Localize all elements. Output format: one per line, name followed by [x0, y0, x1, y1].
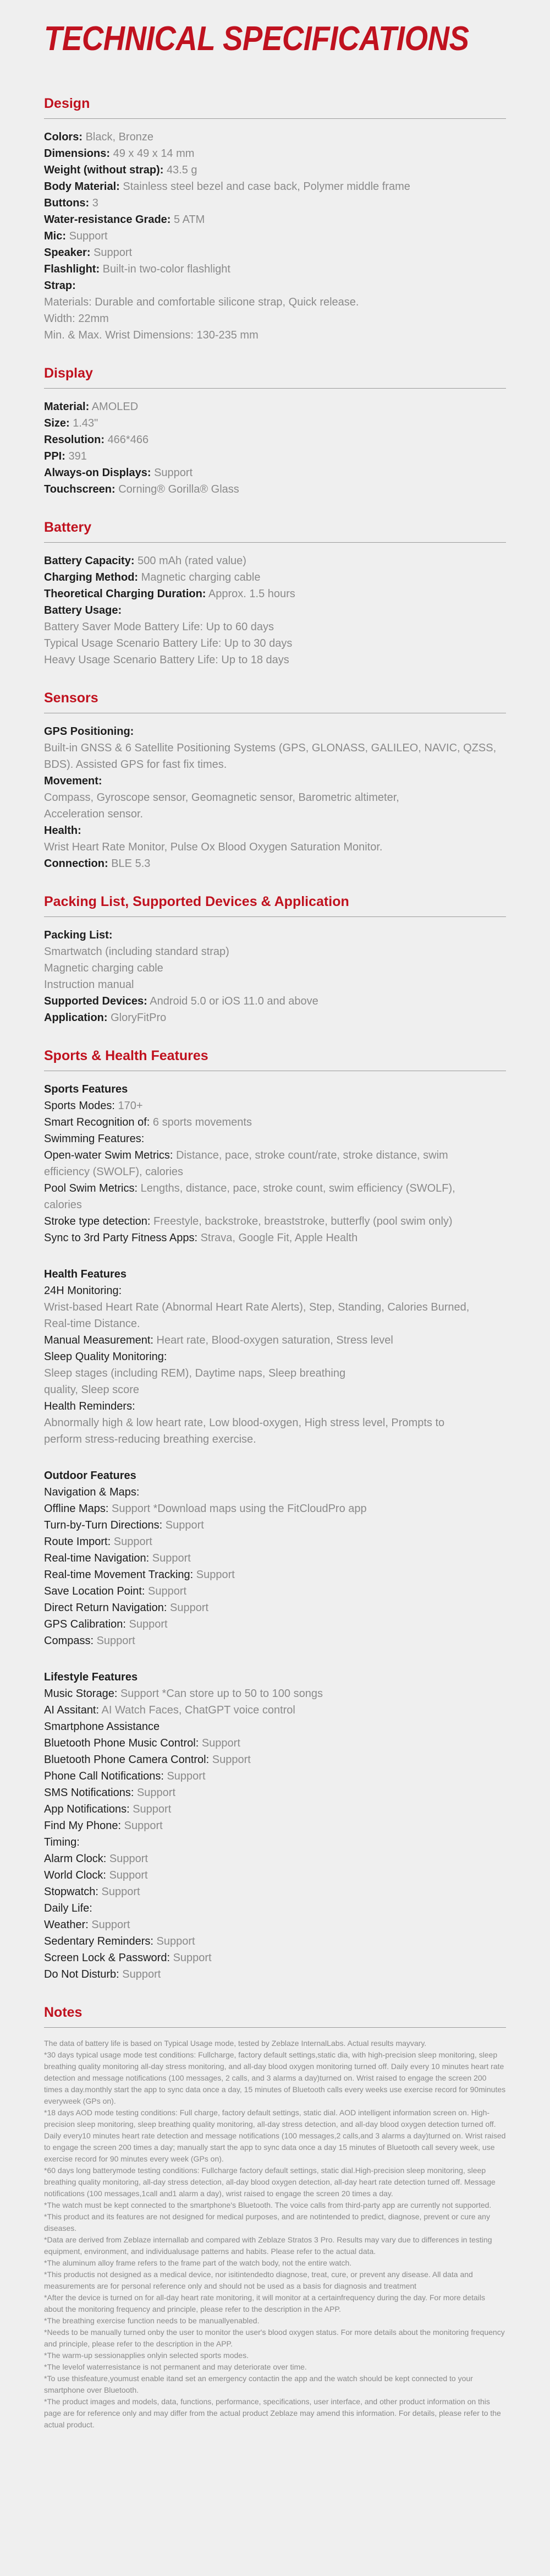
feature-key: Manual Measurement: — [44, 1334, 153, 1346]
feature-value: Sleep stages (including REM), Daytime naps, Sleep breathing — [44, 1367, 346, 1379]
feature-value: Support — [156, 1935, 195, 1947]
feature-key: Open-water Swim Metrics: — [44, 1149, 173, 1161]
movement-lines — [44, 789, 506, 822]
spec-key: Touchscreen: — [44, 483, 116, 495]
feature-value: Support — [91, 1919, 130, 1931]
note-paragraph: *This productis not designed as a medical device, nor isitintendedto diagnose, treat, cure, or prevent any disease. All data and measurements are for personal reference only and should not be used as a basis for diagnosis and treatment — [44, 2270, 473, 2290]
battery-section — [44, 520, 506, 668]
feature-key: Sleep Quality Monitoring: — [44, 1351, 167, 1363]
feature-line — [44, 1332, 506, 1349]
feature-key: App Notifications: — [44, 1803, 130, 1815]
feature-key: Do Not Disturb: — [44, 1968, 119, 1980]
spec-value: Magnetic charging cable — [141, 571, 261, 583]
gps-detail: Built-in GNSS & 6 Satellite Positioning Systems (GPS, GLONASS, GALILEO, NAVIC, QZSS, — [44, 742, 497, 754]
devices-row — [44, 993, 506, 1009]
feature-value: Support — [170, 1602, 209, 1614]
feature-value: AI Watch Faces, ChatGPT voice control — [101, 1704, 295, 1716]
feature-key: Save Location Point: — [44, 1585, 145, 1597]
battery-usage-detail: Heavy Usage Scenario Battery Life: Up to 18 days — [44, 654, 289, 666]
battery-spec-row — [44, 553, 506, 569]
spec-key: Charging Method: — [44, 571, 139, 583]
note-paragraph: *The product images and models, data, functions, performance, specifications, user interface, and other product information on this page are for reference only and may differ from the actual product Zeblaze may amend this information. For details, please refer to the actual product. — [44, 2397, 501, 2429]
feature-line — [44, 1633, 506, 1649]
feature-line — [44, 1230, 506, 1246]
feature-key: Music Storage: — [44, 1688, 118, 1700]
strap-detail: Materials: Durable and comfortable silicone strap, Quick release. — [44, 296, 359, 308]
spec-key: Water-resistance Grade: — [44, 214, 171, 226]
design-spec-row — [44, 162, 506, 178]
feature-value: Wrist-based Heart Rate (Abnormal Heart Rate Alerts), Step, Standing, Calories Burned, — [44, 1301, 470, 1313]
strap-lines — [44, 294, 506, 343]
feature-key: Daily Life: — [44, 1902, 92, 1914]
spec-value: 43.5 g — [166, 164, 197, 176]
feature-key: Pool Swim Metrics: — [44, 1182, 138, 1194]
feature-value: Support — [113, 1536, 152, 1548]
spec-value: 3 — [92, 197, 98, 209]
note-paragraph: *The aluminum alloy frame refers to the frame part of the watch body, not the entire watch. — [44, 2258, 352, 2267]
health-row — [44, 822, 506, 839]
sensors-section — [44, 690, 506, 872]
spec-value: AMOLED — [91, 401, 139, 413]
note-paragraph: *After the device is turned on for all-day heart rate monitoring, it will monitor at a certainfrequency during the day. For more details about the monitoring frequency and principle, please refer to the description in the APP. — [44, 2293, 486, 2313]
battery-rows — [44, 553, 506, 602]
feature-line — [44, 1583, 506, 1600]
feature-key: Smart Recognition of: — [44, 1116, 150, 1128]
feature-value: Heart rate, Blood-oxygen saturation, Stress level — [156, 1334, 393, 1346]
feature-value: Support — [167, 1770, 206, 1782]
movement-detail: Acceleration sensor. — [44, 808, 144, 820]
feature-line — [44, 1431, 506, 1448]
design-spec-row — [44, 211, 506, 228]
feature-value: Support — [109, 1853, 148, 1865]
design-spec-row — [44, 244, 506, 261]
spec-value: Support — [94, 247, 133, 259]
spec-key: Size: — [44, 417, 70, 429]
feature-line — [44, 1768, 506, 1784]
feature-key: Sports Modes: — [44, 1100, 115, 1112]
feature-key: Real-time Movement Tracking: — [44, 1569, 194, 1581]
battery-spec-row — [44, 586, 506, 602]
movement-detail: Compass, Gyroscope sensor, Geomagnetic sensor, Barometric altimeter, — [44, 792, 399, 804]
spec-value: Approx. 1.5 hours — [208, 588, 295, 600]
devices-key: Supported Devices: — [44, 995, 147, 1007]
feature-line — [44, 1735, 506, 1751]
strap-detail: Min. & Max. Wrist Dimensions: 130-235 mm — [44, 329, 258, 341]
feature-value: perform stress-reducing breathing exercise. — [44, 1433, 256, 1445]
feature-key: Navigation & Maps: — [44, 1486, 140, 1498]
feature-value: Support — [124, 1820, 163, 1832]
packing-lines — [44, 943, 506, 993]
strap-row — [44, 277, 506, 294]
spec-key: Resolution: — [44, 434, 105, 446]
feature-line — [44, 1933, 506, 1950]
feature-key: Real-time Navigation: — [44, 1552, 150, 1564]
feature-key: GPS Calibration: — [44, 1618, 126, 1630]
feature-line — [44, 1685, 506, 1702]
feature-value: Support — [96, 1635, 135, 1647]
feature-value: Support — [165, 1519, 204, 1531]
feature-line — [44, 1415, 506, 1431]
sports-features-group — [44, 1081, 506, 1246]
feature-line — [44, 1567, 506, 1583]
movement-row — [44, 773, 506, 789]
feature-line — [44, 1282, 506, 1299]
spec-key: Always-on Displays: — [44, 467, 151, 479]
health-detail: Wrist Heart Rate Monitor, Pulse Ox Blood Oxygen Saturation Monitor. — [44, 841, 383, 853]
connection-key: Connection: — [44, 858, 108, 870]
feature-value: Freestyle, backstroke, breaststroke, butterfly (pool swim only) — [153, 1215, 453, 1227]
feature-value: Distance, pace, stroke count/rate, stroke distance, swim — [176, 1149, 448, 1161]
feature-line — [44, 1600, 506, 1616]
feature-line — [44, 1702, 506, 1718]
feature-line — [44, 1500, 506, 1517]
feature-key: Weather: — [44, 1919, 89, 1931]
feature-key: SMS Notifications: — [44, 1787, 134, 1799]
spec-key: Weight (without strap): — [44, 164, 164, 176]
display-spec-row — [44, 415, 506, 432]
feature-key: Sync to 3rd Party Fitness Apps: — [44, 1232, 198, 1244]
feature-key: Compass: — [44, 1635, 94, 1647]
feature-line — [44, 1834, 506, 1851]
spec-value: 5 ATM — [174, 214, 205, 226]
spec-key: Mic: — [44, 230, 66, 242]
feature-key: Bluetooth Phone Music Control: — [44, 1737, 199, 1749]
spec-key: PPI: — [44, 450, 65, 462]
feature-line — [44, 1517, 506, 1533]
spec-key: Colors: — [44, 131, 82, 143]
packing-item: Magnetic charging cable — [44, 962, 163, 974]
feature-value: Support — [212, 1754, 251, 1766]
note-paragraph: *The levelof waterresistance is not permanent and may deteriorate over time. — [44, 2362, 307, 2371]
feature-value: Support — [122, 1968, 161, 1980]
feature-key: Smartphone Assistance — [44, 1721, 160, 1733]
feature-value: 6 sports movements — [152, 1116, 252, 1128]
feature-line — [44, 1180, 506, 1197]
spec-value: Support — [69, 230, 108, 242]
note-paragraph: The data of battery life is based on Typical Usage mode, tested by Zeblaze InternalLabs. Actual results mayvary. — [44, 2039, 427, 2048]
feature-line — [44, 1197, 506, 1213]
feature-line — [44, 1616, 506, 1633]
packing-item: Smartwatch (including standard strap) — [44, 946, 229, 958]
display-spec-row — [44, 448, 506, 465]
design-spec-row — [44, 178, 506, 195]
feature-line — [44, 1550, 506, 1567]
gps-key: GPS Positioning: — [44, 725, 134, 738]
feature-key: Swimming Features: — [44, 1133, 145, 1145]
feature-line — [44, 1349, 506, 1365]
feature-line — [44, 1818, 506, 1834]
feature-key: Offline Maps: — [44, 1503, 109, 1515]
feature-key: Bluetooth Phone Camera Control: — [44, 1754, 210, 1766]
note-paragraph: *To use thisfeature,youmust enable itand set an emergency contactin the app and the watch should be kept connected to your smartphone over Bluetooth. — [44, 2374, 473, 2394]
note-paragraph: *The breathing exercise function needs to be manuallyenabled. — [44, 2316, 260, 2325]
feature-line — [44, 1533, 506, 1550]
spec-value: Stainless steel bezel and case back, Polymer middle frame — [123, 181, 410, 193]
feature-value: Support — [109, 1869, 148, 1881]
design-spec-row — [44, 145, 506, 162]
feature-key: Screen Lock & Password: — [44, 1952, 170, 1964]
note-paragraph: *The warm-up sessionapplies onlyin selected sports modes. — [44, 2351, 249, 2360]
feature-line — [44, 1299, 506, 1316]
note-paragraph: *This product and its features are not designed for medical purposes, and are notintended to predict, diagnose, prevent or cure any diseases. — [44, 2212, 490, 2233]
battery-usage-row — [44, 602, 506, 619]
feature-key: AI Assitant: — [44, 1704, 100, 1716]
health-features-title: Health Features — [44, 1268, 127, 1280]
display-spec-row — [44, 399, 506, 415]
display-spec-row — [44, 432, 506, 448]
feature-value: Abnormally high & low heart rate, Low blood-oxygen, High stress level, Prompts to — [44, 1417, 445, 1429]
feature-value: Support — [136, 1787, 176, 1799]
design-spec-row — [44, 261, 506, 277]
battery-spec-row — [44, 569, 506, 586]
design-spec-row — [44, 195, 506, 211]
feature-line — [44, 1398, 506, 1415]
spec-value: Support — [154, 467, 193, 479]
feature-key: Stopwatch: — [44, 1886, 98, 1898]
outdoor-features-title: Outdoor Features — [44, 1470, 136, 1482]
feature-line — [44, 1365, 506, 1382]
spec-key: Dimensions: — [44, 148, 111, 160]
note-paragraph: *18 days AOD mode testing conditions: Full charge, factory default settings, static dial. AOD intelligent information screen on. High-precision sleep monitoring, sleep breathing quality monitoring, all-day stress detection, and all-day blood oxygen detection turned off. Daily every10 minutes heart rate detection and message notifications (100 messages,2 calls,and 3 alarms a day)turned on. Wrist raised to engage the screen 200 times a day; manually start the app to sync data once a day 15 minutes of Bluetooth call severy week, use exercise record for 90 minutes every week (GPs on). — [44, 2108, 506, 2163]
feature-line — [44, 1213, 506, 1230]
design-spec-row — [44, 228, 506, 244]
feature-value: quality, Sleep score — [44, 1384, 140, 1396]
feature-line — [44, 1801, 506, 1818]
spec-value: Built-in two-color flashlight — [102, 263, 230, 275]
application-key: Application: — [44, 1012, 108, 1024]
spec-key: Speaker: — [44, 247, 91, 259]
note-paragraph: *Data are derived from Zeblaze internallab and compared with Zeblaze Stratos 3 Pro. Results may vary due to differences in testing equipment, environment, and individualusage patterns and habits. Please refer to the actual data. — [44, 2235, 492, 2256]
notes-heading: Notes — [44, 2005, 506, 2028]
feature-value: Real-time Distance. — [44, 1318, 140, 1330]
health-key: Health: — [44, 825, 81, 837]
spec-value: 391 — [68, 450, 87, 462]
feature-line — [44, 1867, 506, 1884]
feature-value: Support *Can store up to 50 to 100 songs — [120, 1688, 323, 1700]
note-paragraph: *30 days typical usage mode test conditions: Fullcharge, factory default settings,static dia, with high-precision sleep monitoring, sleep breathing quality monitoring all-day stress monitoring, and all-day blood oxygen monitoring turned off. Daily every 10 minutes heart rate detection and message notifications (100 messages, 2 calls, and 3 alarms a day)turned on. Wrist raised to engage the screen 200 times a day.monthly start the app to sync data once a day, 15 minutes of Bluetooth calls every weeks use exercise record for 90minutes everyweek (GPs on). — [44, 2050, 506, 2105]
gps-detail: BDS). Assisted GPS for fast fix times. — [44, 758, 227, 771]
gps-lines — [44, 740, 506, 773]
battery-usage-detail: Battery Saver Mode Battery Life: Up to 60 days — [44, 621, 274, 633]
feature-key: Find My Phone: — [44, 1820, 122, 1832]
feature-key: 24H Monitoring: — [44, 1285, 122, 1297]
display-section — [44, 365, 506, 498]
feature-line — [44, 1751, 506, 1768]
outdoor-features-group — [44, 1467, 506, 1649]
feature-line — [44, 1484, 506, 1500]
packing-list-row — [44, 927, 506, 943]
spec-key: Body Material: — [44, 181, 120, 193]
feature-line — [44, 1884, 506, 1900]
feature-line — [44, 1382, 506, 1398]
spec-value: 466*466 — [107, 434, 149, 446]
feature-key: Route Import: — [44, 1536, 111, 1548]
health-lines — [44, 839, 506, 855]
feature-value: Support — [133, 1803, 172, 1815]
feature-line — [44, 1164, 506, 1180]
feature-key: Timing: — [44, 1836, 80, 1848]
battery-usage-key: Battery Usage: — [44, 604, 122, 616]
spec-key: Theoretical Charging Duration: — [44, 588, 206, 600]
design-heading: Design — [44, 96, 506, 119]
connection-value: BLE 5.3 — [111, 858, 151, 870]
feature-line — [44, 1900, 506, 1917]
spec-value: 49 x 49 x 14 mm — [113, 148, 195, 160]
note-paragraph: *60 days long batterymode testing conditions: Fullcharge factory default settings, static dial.High-precision sleep monitoring, sleep breathing quality monitoring, all-day stress detection, all-day blood oxygen detection, all-day heart rate detection turned off. Message notifications (100 messages,1call and1 alarm a day), wrist raised to engage the screen 20 times a day. — [44, 2166, 496, 2198]
feature-value: Strava, Google Fit, Apple Health — [200, 1232, 358, 1244]
feature-key: Alarm Clock: — [44, 1853, 107, 1865]
feature-line — [44, 1917, 506, 1933]
spec-value: Black, Bronze — [85, 131, 153, 143]
page-title: TECHNICAL SPECIFICATIONS — [44, 20, 469, 58]
feature-key: Phone Call Notifications: — [44, 1770, 164, 1782]
design-spec-row — [44, 129, 506, 145]
feature-line — [44, 1114, 506, 1131]
feature-line — [44, 1718, 506, 1735]
feature-value: Support — [196, 1569, 235, 1581]
feature-line — [44, 1147, 506, 1164]
packing-item: Instruction manual — [44, 979, 134, 991]
spec-key: Flashlight: — [44, 263, 100, 275]
feature-line — [44, 1966, 506, 1983]
health-features-group — [44, 1266, 506, 1448]
spec-value: 500 mAh (rated value) — [138, 555, 246, 567]
design-section — [44, 96, 506, 343]
feature-value: efficiency (SWOLF), calories — [44, 1166, 184, 1178]
feature-value: Support — [201, 1737, 240, 1749]
feature-key: Sedentary Reminders: — [44, 1935, 153, 1947]
feature-value: Support — [129, 1618, 168, 1630]
display-spec-row — [44, 481, 506, 498]
spec-value: Corning® Gorilla® Glass — [118, 483, 239, 495]
spec-value: 1.43" — [73, 417, 98, 429]
feature-key: Direct Return Navigation: — [44, 1602, 167, 1614]
feature-key: Turn-by-Turn Directions: — [44, 1519, 163, 1531]
feature-value: Support — [101, 1886, 140, 1898]
battery-usage-lines — [44, 619, 506, 668]
devices-value: Android 5.0 or iOS 11.0 and above — [150, 995, 318, 1007]
feature-line — [44, 1950, 506, 1966]
packing-heading: Packing List, Supported Devices & Application — [44, 894, 506, 917]
feature-key: Stroke type detection: — [44, 1215, 151, 1227]
application-row — [44, 1009, 506, 1026]
design-rows — [44, 129, 506, 277]
sports-features-title: Sports Features — [44, 1083, 128, 1095]
feature-value: Lengths, distance, pace, stroke count, swim efficiency (SWOLF), — [140, 1182, 455, 1194]
packing-section — [44, 894, 506, 1026]
notes-section — [44, 2005, 506, 2431]
gps-row — [44, 723, 506, 740]
feature-value: Support — [148, 1585, 187, 1597]
sports-health-section — [44, 1048, 506, 1983]
feature-line — [44, 1098, 506, 1114]
strap-key: Strap: — [44, 280, 76, 292]
feature-key: Health Reminders: — [44, 1400, 135, 1412]
feature-line — [44, 1131, 506, 1147]
feature-value: Support *Download maps using the FitCloudPro app — [112, 1503, 367, 1515]
spec-key: Material: — [44, 401, 90, 413]
display-spec-row — [44, 465, 506, 481]
strap-detail: Width: 22mm — [44, 313, 109, 325]
connection-row — [44, 855, 506, 872]
notes-body — [44, 2038, 506, 2431]
feature-value: calories — [44, 1199, 82, 1211]
lifestyle-features-group — [44, 1669, 506, 1983]
feature-value: Support — [173, 1952, 212, 1964]
sports-health-heading: Sports & Health Features — [44, 1048, 506, 1071]
feature-line — [44, 1316, 506, 1332]
feature-value: 170+ — [118, 1100, 143, 1112]
feature-line — [44, 1784, 506, 1801]
battery-heading: Battery — [44, 520, 506, 543]
feature-value: Support — [152, 1552, 191, 1564]
feature-line — [44, 1851, 506, 1867]
battery-usage-detail: Typical Usage Scenario Battery Life: Up to 30 days — [44, 637, 293, 650]
application-value: GloryFitPro — [111, 1012, 167, 1024]
movement-key: Movement: — [44, 775, 102, 787]
note-paragraph: *The watch must be kept connected to the smartphone's Bluetooth. The voice calls from third-party app are currently not supported. — [44, 2201, 492, 2209]
spec-key: Battery Capacity: — [44, 555, 135, 567]
sensors-heading: Sensors — [44, 690, 506, 713]
packing-list-key: Packing List: — [44, 929, 113, 941]
display-rows — [44, 399, 506, 498]
lifestyle-features-title: Lifestyle Features — [44, 1671, 138, 1683]
note-paragraph: *Needs to be manually turned onby the user to monitor the user's blood oxygen status. For more details about the monitoring frequency and principle, please refer to the description in the APP. — [44, 2328, 505, 2348]
spec-key: Buttons: — [44, 197, 90, 209]
display-heading: Display — [44, 365, 506, 389]
feature-key: World Clock: — [44, 1869, 106, 1881]
